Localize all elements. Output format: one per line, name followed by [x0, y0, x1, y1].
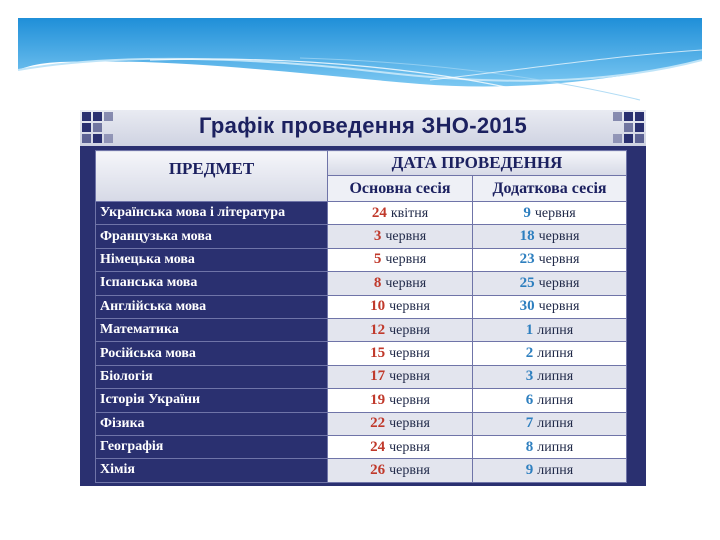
table-row: [96, 342, 627, 365]
additional-session-day: 8: [525, 438, 534, 455]
main-session-month: квітня: [390, 205, 429, 221]
main-session-day: 19: [370, 391, 386, 408]
main-session-header: Основна сесія: [328, 176, 473, 202]
subject-cell: Математика: [96, 318, 328, 341]
schedule-table: [95, 150, 627, 483]
additional-session-day: 18: [519, 228, 535, 245]
table-row: [96, 272, 627, 295]
main-session-month: червня: [389, 322, 430, 338]
main-session-day: 17: [370, 368, 386, 385]
table-row: [96, 412, 627, 435]
schedule-slide: [80, 110, 646, 486]
main-session-day: 26: [370, 461, 386, 478]
additional-session-month: липня: [537, 462, 574, 478]
main-session-date-cell: [328, 225, 473, 248]
subject-cell: Географія: [96, 435, 328, 458]
subject-cell: Фізика: [96, 412, 328, 435]
main-session-day: 8: [373, 274, 382, 291]
additional-session-month: червня: [538, 299, 580, 315]
header-wave-decoration: [0, 0, 720, 110]
table-row: [96, 389, 627, 412]
main-session-date-cell: [328, 435, 473, 458]
main-session-day: 24: [370, 438, 386, 455]
subject-cell: Біологія: [96, 365, 328, 388]
main-session-month: червня: [389, 439, 430, 455]
subject-cell: Іспанська мова: [96, 272, 328, 295]
subject-cell: Російська мова: [96, 342, 328, 365]
table-row: [96, 365, 627, 388]
main-session-month: червня: [385, 229, 427, 245]
additional-session-month: червня: [538, 275, 580, 291]
date-column-header: ДАТА ПРОВЕДЕННЯ: [328, 151, 627, 176]
main-session-date-cell: [328, 389, 473, 412]
additional-session-month: червня: [538, 229, 580, 245]
additional-session-day: 9: [525, 461, 534, 478]
table-row: [96, 248, 627, 271]
main-session-date-cell: [328, 342, 473, 365]
main-session-day: 5: [373, 251, 382, 268]
main-session-day: 15: [370, 345, 386, 362]
main-session-day: 24: [371, 204, 387, 221]
additional-session-date-cell: [473, 225, 627, 248]
additional-session-day: 2: [525, 345, 534, 362]
additional-session-date-cell: [473, 318, 627, 341]
additional-session-date-cell: [473, 202, 627, 225]
additional-session-month: липня: [537, 322, 574, 338]
additional-session-date-cell: [473, 435, 627, 458]
additional-session-day: 1: [525, 321, 534, 338]
main-session-month: червня: [385, 275, 427, 291]
subject-cell: Англійська мова: [96, 295, 328, 318]
main-session-date-cell: [328, 295, 473, 318]
table-row: [96, 295, 627, 318]
main-session-date-cell: [328, 412, 473, 435]
main-session-day: 10: [370, 298, 386, 315]
additional-session-date-cell: [473, 295, 627, 318]
right-square-pattern-icon: [608, 110, 644, 146]
additional-session-month: червня: [538, 252, 580, 268]
subject-cell: Українська мова і література: [96, 202, 328, 225]
additional-session-day: 30: [519, 298, 535, 315]
title-bar: [80, 110, 646, 147]
additional-session-date-cell: [473, 272, 627, 295]
main-session-date-cell: [328, 365, 473, 388]
additional-session-day: 7: [525, 415, 534, 432]
main-session-date-cell: [328, 318, 473, 341]
main-session-month: червня: [389, 416, 430, 432]
additional-session-date-cell: [473, 365, 627, 388]
main-session-date-cell: [328, 202, 473, 225]
table-row: [96, 459, 627, 482]
additional-session-month: червня: [534, 205, 576, 221]
additional-session-day: 3: [525, 368, 534, 385]
main-session-month: червня: [385, 252, 427, 268]
additional-session-month: липня: [537, 346, 574, 362]
additional-session-date-cell: [473, 248, 627, 271]
additional-session-month: липня: [537, 439, 574, 455]
table-row: [96, 435, 627, 458]
additional-session-month: липня: [537, 392, 574, 408]
table-row: [96, 202, 627, 225]
additional-session-header: Додаткова сесія: [473, 176, 627, 202]
main-session-day: 12: [370, 321, 386, 338]
main-session-month: червня: [389, 346, 430, 362]
main-session-date-cell: [328, 459, 473, 482]
additional-session-day: 25: [519, 274, 535, 291]
main-session-date-cell: [328, 248, 473, 271]
additional-session-date-cell: [473, 389, 627, 412]
main-session-month: червня: [389, 392, 430, 408]
additional-session-date-cell: [473, 412, 627, 435]
subject-column-header: ПРЕДМЕТ: [96, 151, 328, 202]
main-session-month: червня: [389, 462, 430, 478]
main-session-date-cell: [328, 272, 473, 295]
main-session-month: червня: [389, 369, 430, 385]
subject-cell: Історія України: [96, 389, 328, 412]
additional-session-date-cell: [473, 342, 627, 365]
page-title: Графік проведення ЗНО-2015: [198, 113, 527, 138]
additional-session-month: липня: [537, 416, 574, 432]
subject-cell: Хімія: [96, 459, 328, 482]
table-row: [96, 318, 627, 341]
subject-cell: Німецька мова: [96, 248, 328, 271]
table-row: [96, 225, 627, 248]
additional-session-day: 6: [525, 391, 534, 408]
main-session-day: 22: [370, 415, 386, 432]
additional-session-day: 9: [523, 204, 531, 221]
main-session-day: 3: [373, 228, 382, 245]
additional-session-month: липня: [537, 369, 574, 385]
additional-session-day: 23: [519, 251, 535, 268]
main-session-month: червня: [389, 299, 430, 315]
additional-session-date-cell: [473, 459, 627, 482]
subject-cell: Французька мова: [96, 225, 328, 248]
